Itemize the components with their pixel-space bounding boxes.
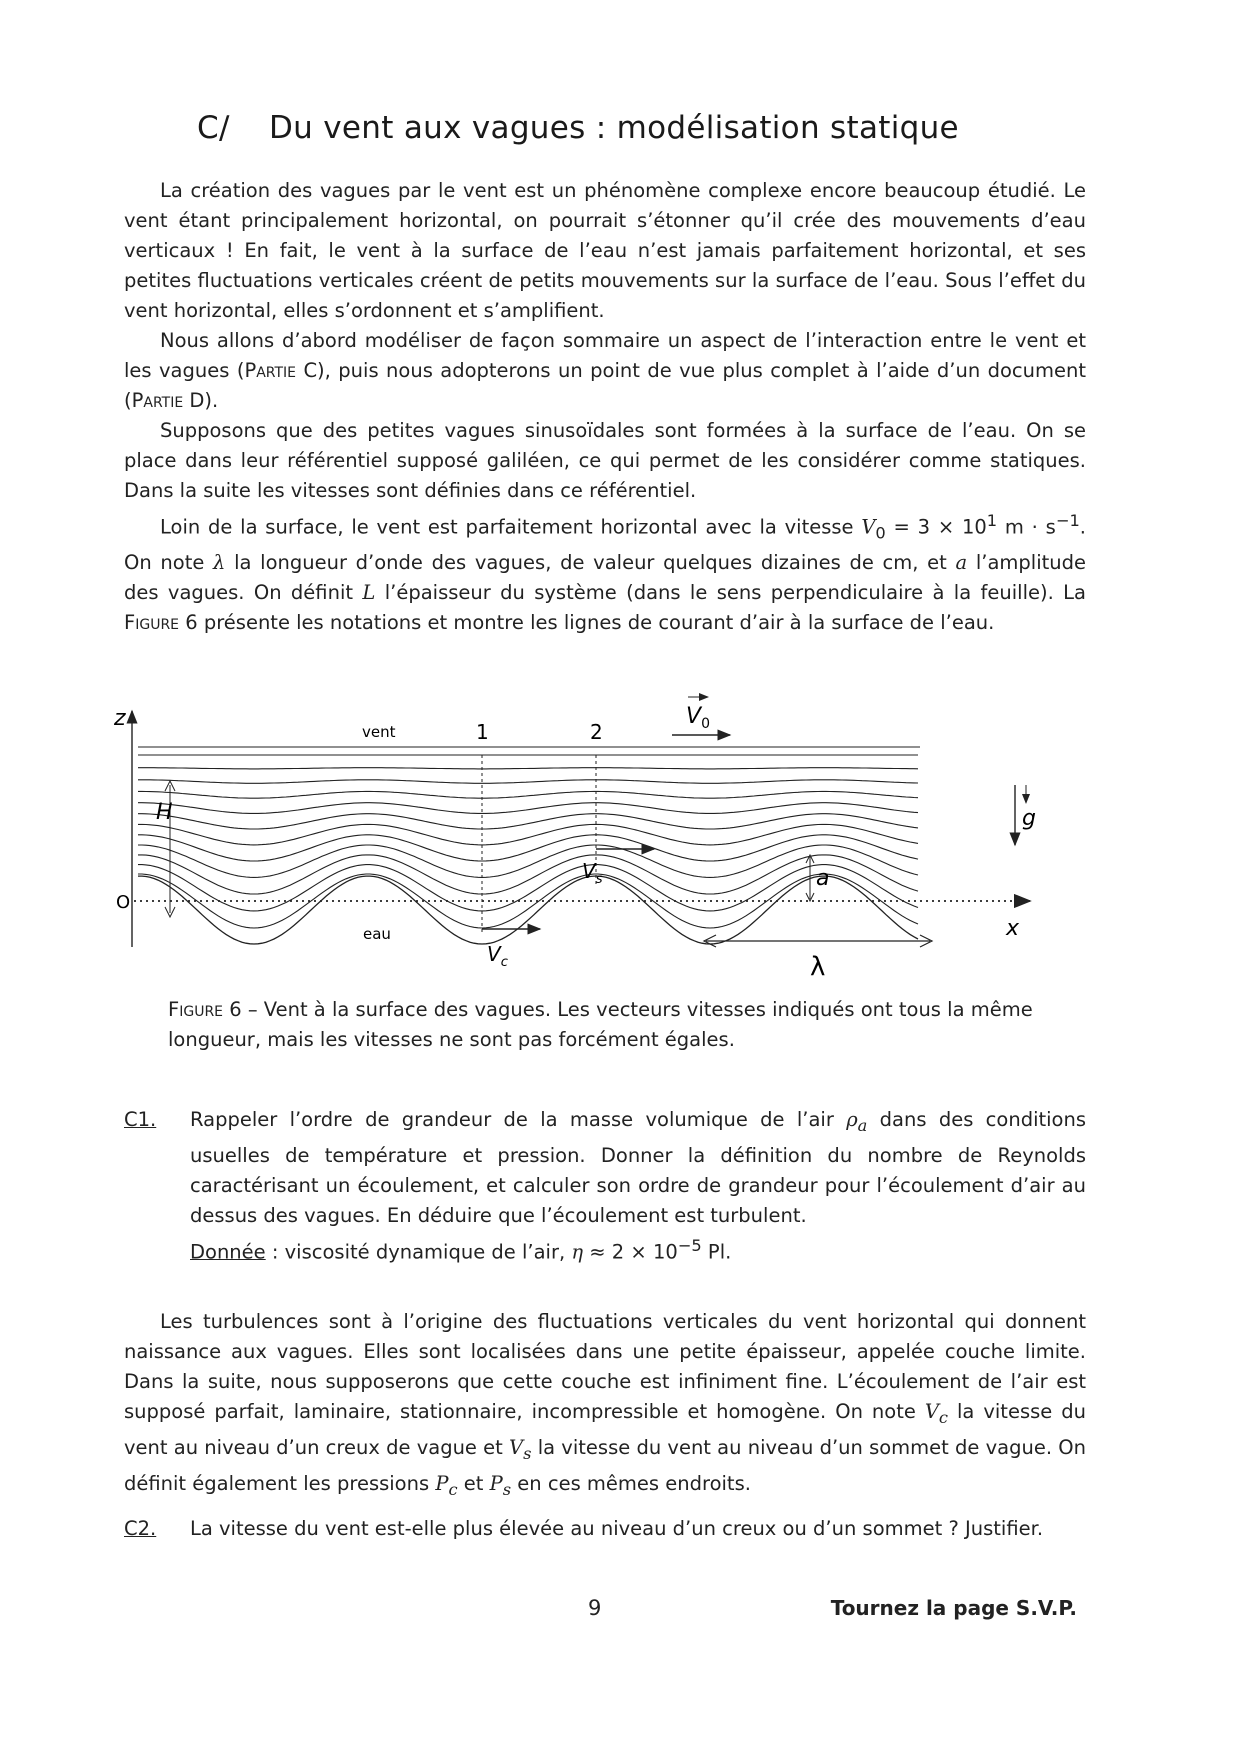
partie-d-ref: Partie bbox=[131, 389, 184, 412]
intro-paragraph-1: La création des vagues par le vent est un phénomène complexe encore beaucoup étudié. Le vent étant principalement horizontal, on pourrait s’étonner qu’il crée des mouvements d’eau verticaux ! En fait, le vent à la surface de l’eau n’est jamais parfaitement horizontal, et ses petites fluctuations verticales créent de petits mouvements sur la surface de l’eau. Sous l’effet du vent horizontal, elles s’ordonnent et s’amplifient. bbox=[124, 179, 1086, 322]
water-surface bbox=[138, 876, 918, 944]
streamline bbox=[138, 803, 918, 814]
line-1-label: 1 bbox=[476, 720, 489, 744]
question-c1 bbox=[124, 1105, 1086, 1267]
question-c2-number: C2. bbox=[124, 1517, 157, 1540]
origin-label: O bbox=[116, 892, 131, 913]
donnee-label: Donnée bbox=[190, 1240, 266, 1264]
turn-page-note: Tournez la page S.V.P. bbox=[830, 1596, 1077, 1620]
streamline bbox=[138, 768, 918, 769]
figure-ref: Figure bbox=[124, 611, 180, 635]
lambda-label: λ bbox=[810, 952, 826, 982]
streamline bbox=[138, 824, 918, 845]
eau-label: eau bbox=[363, 925, 391, 943]
section-title bbox=[197, 110, 959, 146]
g-label: g bbox=[1022, 806, 1036, 831]
question-c1-text: Rappeler l’ordre de grandeur de la masse volumique de l’air $\rho_a$ dans des conditions usuelles de température et pression. Donner la définition du nombre de Reynolds caractérisant un écoulement, et calculer son ordre de grandeur pour l’écoulement d’air au dessus des vagues. En déduire que l’écoulement est turbulent. Donnée : viscosité dynamique de l’air, $\eta \approx 2 \times 10^{-5}$ Pl. bbox=[190, 1108, 1086, 1264]
paragraph-2: Les turbulences sont à l’origine des fluctuations verticales du vent horizontal qui donnent naissance aux vagues. Elles sont localisées dans une petite épaisseur, appelée couche limite. Dans la suite, nous supposerons que cette couche est infiniment fine. L’écoulement de l’air est supposé parfait, laminaire, stationnaire, incompressible et homogène. On note $V_c$ la vitesse du vent au niveau d’un creux de vague et $V_s$ la vitesse du vent au niveau d’un sommet de vague. On définit également les pressions $P_c$ et $P_s$ en ces mêmes endroits. bbox=[124, 1310, 1086, 1499]
v0-label: $V_0$ bbox=[686, 704, 710, 732]
question-c2 bbox=[124, 1514, 1086, 1544]
a-label: a bbox=[816, 866, 830, 891]
h-label: H bbox=[156, 800, 173, 825]
streamline bbox=[138, 865, 918, 911]
intro-paragraph-4: Loin de la surface, le vent est parfaitement horizontal avec la vitesse $V_0 = 3 \times 10^1$ $m \cdot s^{-1}$. On note λ la longueur d’onde des vagues, de valeur quelques dizaines de cm, et a l’amplitude des vagues. On définit L l’épaisseur du système (dans le sens perpendiculaire à la feuille). La Figure 6 présente les notations et montre les lignes de courant d’air à la surface de l’eau. bbox=[124, 511, 1086, 635]
intro-paragraph-2: Nous allons d’abord modéliser de façon sommaire un aspect de l’interaction entre le vent et les vagues (Partie C), puis nous adopterons un point de vue plus complet à l’aide d’un document (Partie D). bbox=[124, 329, 1087, 412]
x-axis-label: x bbox=[1006, 916, 1020, 941]
vent-label: vent bbox=[362, 723, 396, 741]
intro-text bbox=[124, 176, 1086, 638]
line-2-label: 2 bbox=[590, 720, 603, 744]
section-number: C/ bbox=[197, 110, 230, 146]
z-axis-label: z bbox=[114, 706, 126, 731]
page-number: 9 bbox=[588, 1596, 602, 1620]
section-title-text: Du vent aux vagues : modélisation statique bbox=[269, 110, 959, 146]
question-c2-text: La vitesse du vent est-elle plus élevée au niveau d’un creux ou d’un sommet ? Justifier. bbox=[190, 1517, 1044, 1540]
partie-c-ref: Partie bbox=[244, 359, 297, 382]
vc-label: $V_c$ bbox=[487, 942, 508, 970]
figure-6-diagram bbox=[114, 685, 1060, 985]
intro-paragraph-3: Supposons que des petites vagues sinusoïdales sont formées à la surface de l’eau. On se place dans leur référentiel supposé galiléen, ce qui permet de les considérer comme statiques. Dans la suite les vitesses sont définies dans ce référentiel. bbox=[124, 419, 1086, 502]
streamlines bbox=[138, 747, 920, 944]
streamline bbox=[138, 791, 918, 798]
question-c1-number: C1. bbox=[124, 1108, 157, 1131]
streamline bbox=[138, 780, 918, 784]
figure-6 bbox=[114, 685, 1060, 985]
vs-label: $V_s$ bbox=[582, 859, 603, 887]
figure-caption: Figure 6 – Vent à la surface des vagues. Les vecteurs vitesses indiqués ont tous la même longueur, mais les vitesses ne sont pas forcément égales. bbox=[168, 998, 1033, 1051]
